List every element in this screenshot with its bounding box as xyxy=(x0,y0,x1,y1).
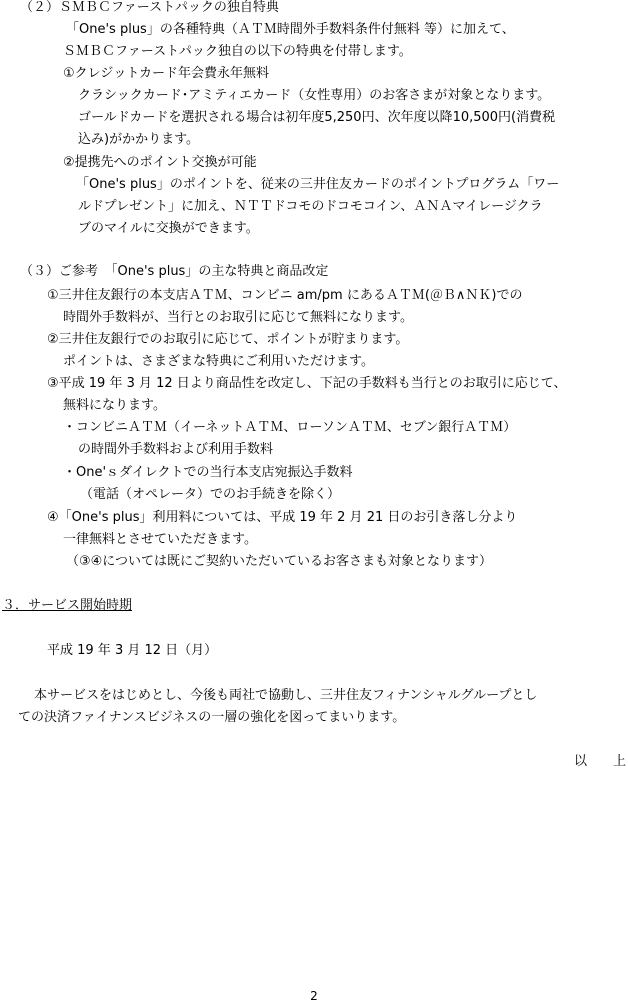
section2-item2-line-3: ブのマイルに交換ができます。 xyxy=(78,221,259,236)
section3-heading: （３）ご参考 「One's plus」の主な特典と商品改定 xyxy=(20,264,329,279)
section3-line-2: 時間外手数料が、当行とのお取引に応じて無料になります。 xyxy=(63,310,413,325)
section3-line-6: 無料になります。 xyxy=(63,398,166,413)
section3-line-13: （③④については既にご契約いただいているお客さまも対象となります） xyxy=(66,554,493,569)
section3-line-5: ③平成 19 年 3 月 12 日より商品性を改定し、下記の手数料も当行とのお取引に応じて、 xyxy=(47,376,567,391)
section3-line-8: の時間外手数料および利用手数料 xyxy=(78,442,274,457)
section2-heading: （２）ＳＭＢＣファーストパックの独自特典 xyxy=(20,0,279,15)
section2-item2-line-2: ルドプレゼント」に加え、ＮＴＴドコモのドコモコイン、ＡＮＡマイレージクラ xyxy=(78,199,543,214)
chapter3-heading: ３．サービス開始時期 xyxy=(2,598,133,613)
section2-intro-line-2: ＳＭＢＣファーストパック独自の以下の特典を付帯します。 xyxy=(63,44,412,59)
section2-item2-title: ②提携先へのポイント交換が可能 xyxy=(63,155,257,170)
section3-line-4: ポイントは、さまざまな特典にご利用いただけます。 xyxy=(63,354,374,369)
closing-line-2: ての決済ファイナンスビジネスの一層の強化を図ってまいります。 xyxy=(18,710,406,725)
section2-item2-line-1: 「One's plus」のポイントを、従来の三井住友カードのポイントプログラム「ワー xyxy=(76,177,560,192)
page-number: 2 xyxy=(310,989,318,1003)
section2-intro-line-1: 「One's plus」の各種特典（ＡＴＭ時間外手数料条件付無料 等）に加えて、 xyxy=(66,22,515,37)
service-start-date: 平成 19 年 3 月 12 日（月） xyxy=(47,643,218,658)
section2-item1-line-1: クラシックカード･アミティエカード（女性専用）のお客さまが対象となります。 xyxy=(78,88,551,103)
section2-item1-line-3: 込み)がかかります。 xyxy=(78,132,200,147)
section3-line-7: ・コンビニＡＴＭ（イーネットＡＴＭ、ローソンＡＴＭ、セブン銀行ＡＴＭ） xyxy=(63,420,517,435)
section3-line-11: ④「One's plus」利用料については、平成 19 年 2 月 21 日のお引き落し分より xyxy=(47,510,518,525)
section3-line-3: ②三井住友銀行でのお取引に応じて、ポイントが貯まります。 xyxy=(47,332,409,347)
section3-line-1: ①三井住友銀行の本支店ＡＴＭ、コンビニ am/pm にあるＡＴＭ(＠Ｂ∧ＮＫ)での xyxy=(47,288,523,303)
end-mark: 以 上 xyxy=(573,754,626,769)
section2-item1-title: ①クレジットカード年会費永年無料 xyxy=(63,66,269,81)
section2-item1-line-2: ゴールドカードを選択される場合は初年度5,250円、次年度以降10,500円(消費税 xyxy=(78,110,556,125)
section3-line-10: （電話（オペレータ）でのお手続きを除く） xyxy=(80,487,341,502)
section3-line-12: 一律無料とさせていただきます。 xyxy=(63,532,257,547)
section3-line-9: ・One'ｓダイレクトでの当行本支店宛振込手数料 xyxy=(63,465,353,480)
closing-line-1: 本サービスをはじめとし、今後も両社で協動し、三井住友フィナンシャルグループとし xyxy=(34,688,538,703)
